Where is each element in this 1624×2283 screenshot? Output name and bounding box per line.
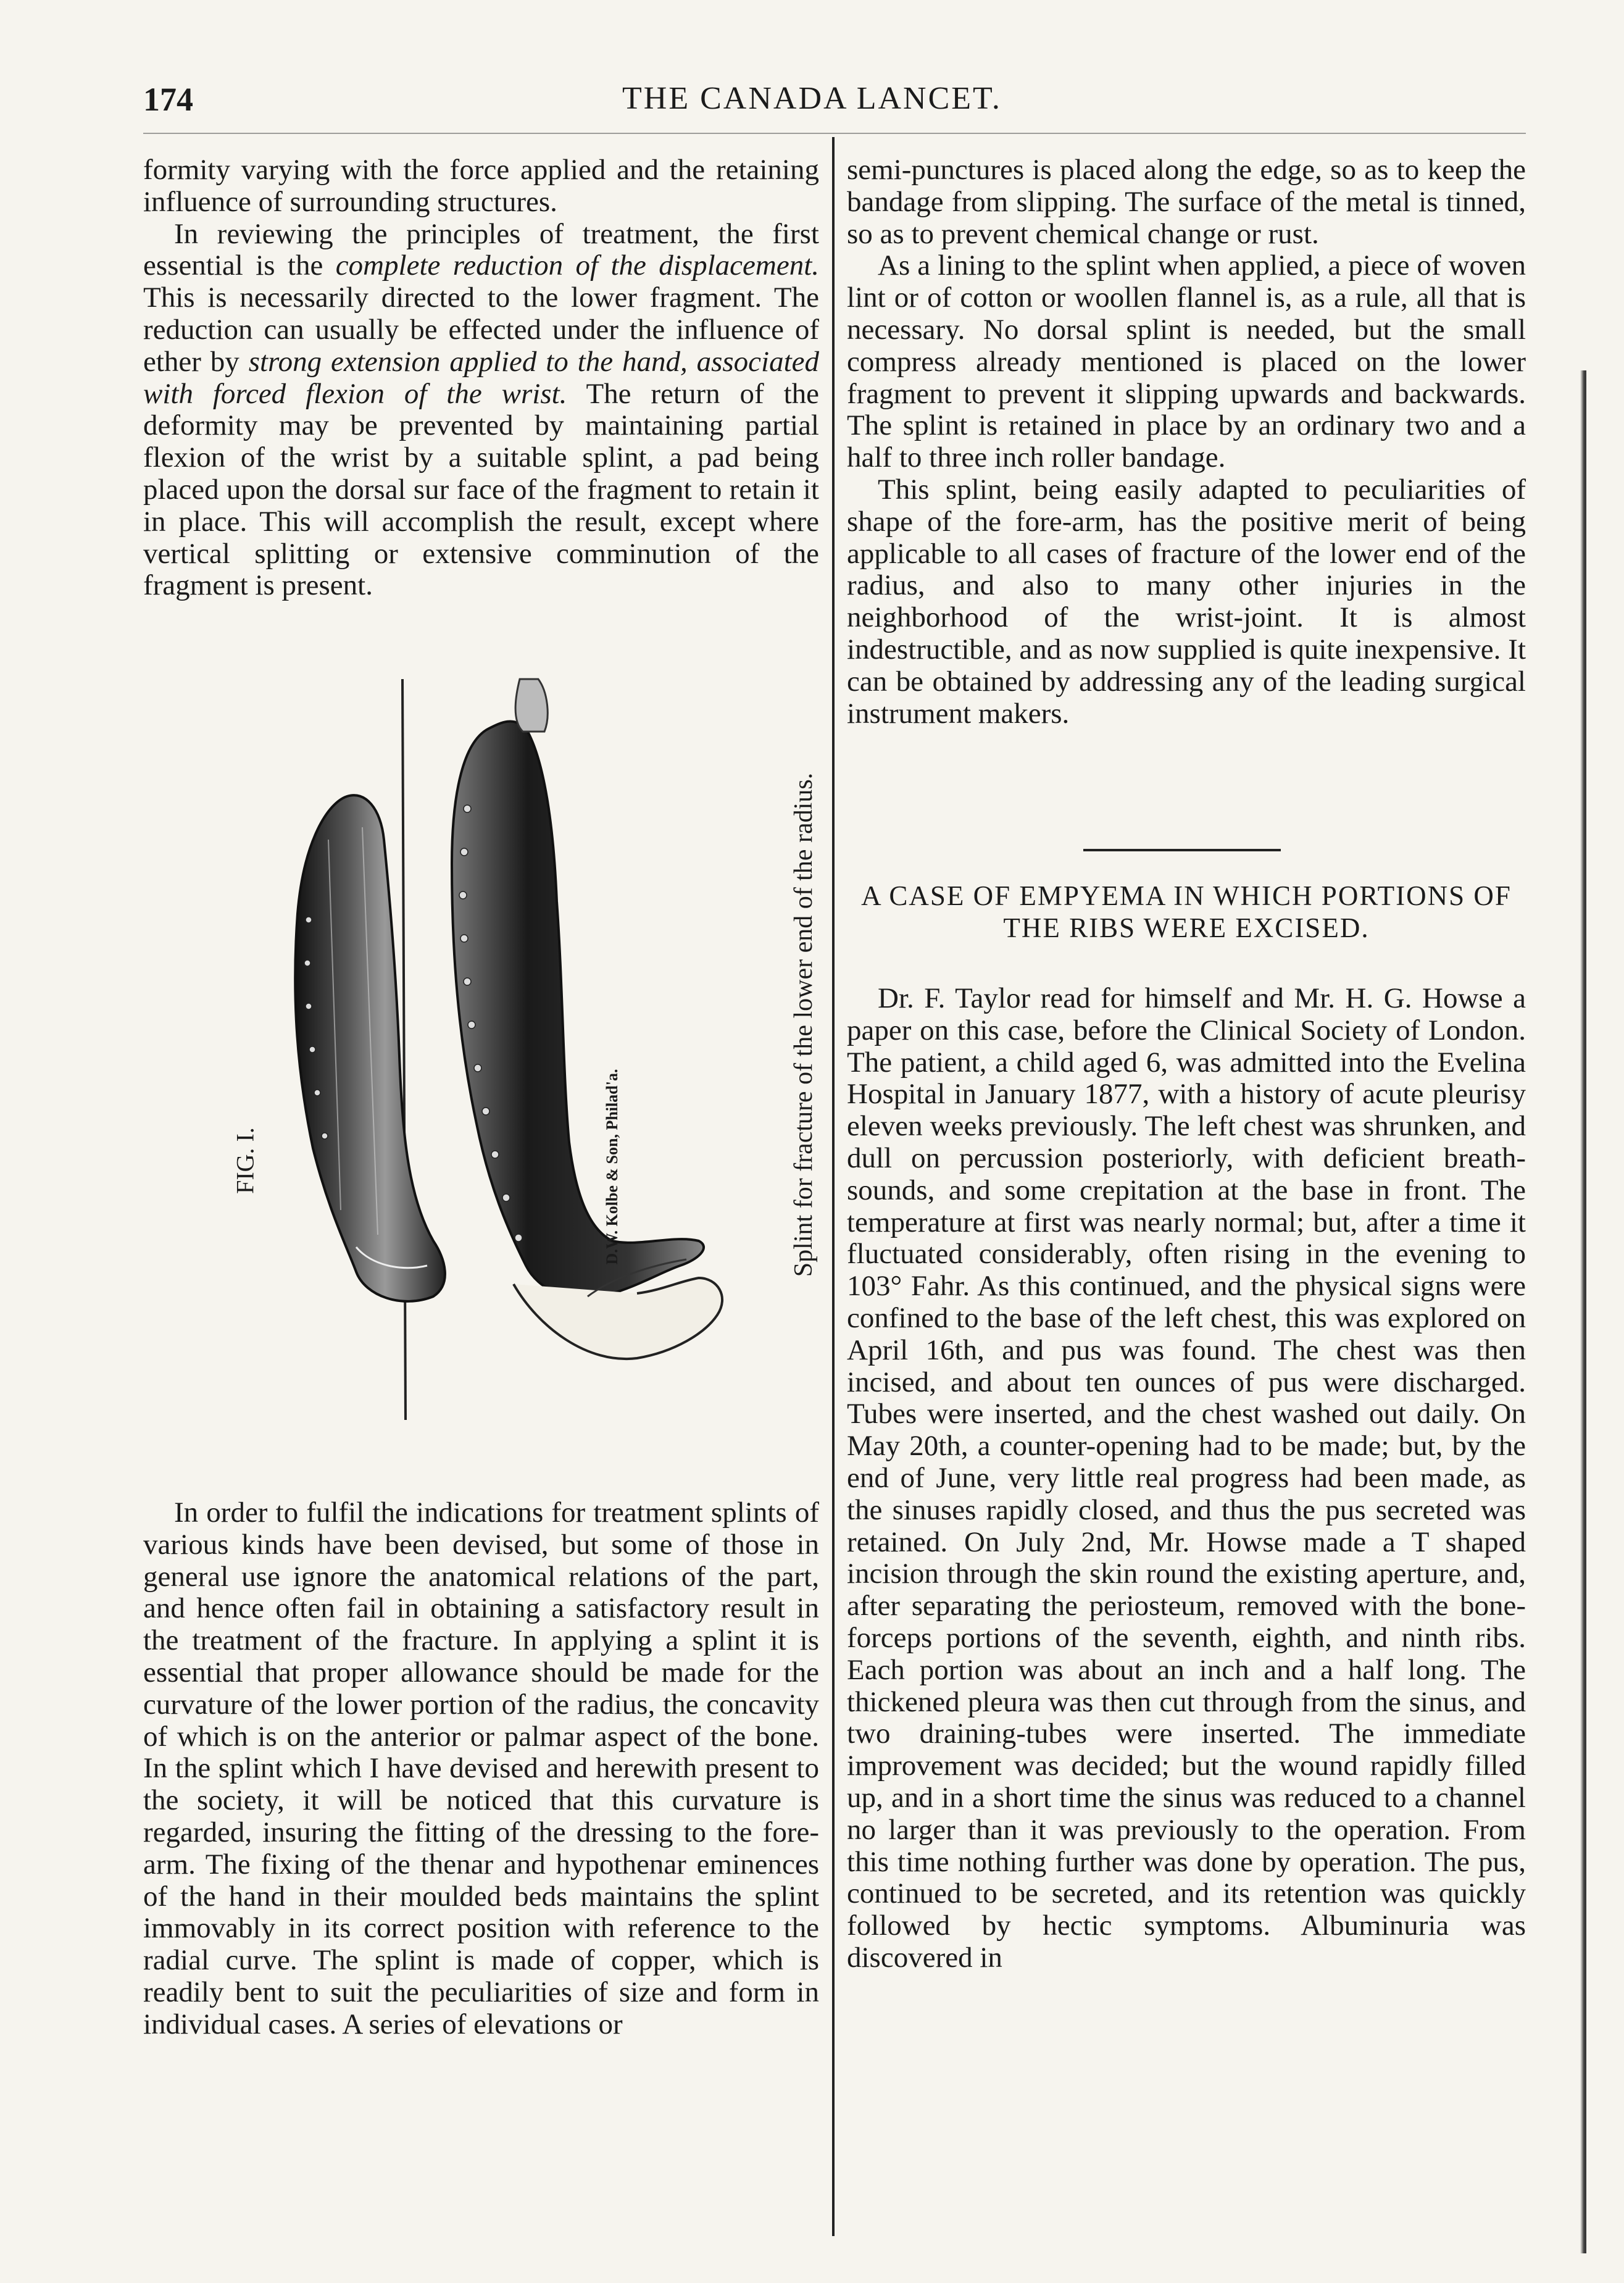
paragraph: Dr. F. Taylor read for himself and Mr. H. G. Howse a paper on this case, before the Clinical Society of London. The patient, a child aged 6, was admitted into the Evelina Hospital in January 1877, with a history of acute pleurisy eleven weeks previously. The left chest was shrunken, and dull on percussion posteriorly, with deficient breath-sounds, and some crepitation at the base in front. The temperature at first was nearly normal; but, after a time it fluctuated considerably, often rising in the evening to 103° Fahr. As this continued, and the physical signs were confined to the base of the left chest, this was explored on April 16th, and pus was found. The chest was then incised, and about ten ounces of pus were discharged. Tubes were inserted, and the chest washed out daily. On May 20th, a counter-opening had to be made; but, by the end of June, very little real progress had been made, as the sinuses rapidly closed, and thus the pus secreted was retained. On July 2nd, Mr. Howse made a T shaped incision through the skin round the existing aperture, and, after separating the periosteum, removed with the bone-forceps portions of the seventh, eighth, and ninth ribs. Each portion was about an inch and a half long. The thickened pleura was then cut through from the sinus, and two draining-tubes were inserted. The immediate improvement was decided; but the wound rapidly filled up, and in a short time the sinus was reduced to a channel no larger than it was previously to the operation. From this time nothing further was done by operation. The pus, continued to be secreted, and its retention was quickly followed by hectic symptoms. Albuminuria was discovered in bbox=[847, 982, 1526, 1974]
section-title: A CASE OF EMPYEMA IN WHICH PORTIONS OF THE RIBS WERE EXCISED. bbox=[861, 880, 1512, 943]
emphasis-text: complete reduction of the displacement. bbox=[335, 249, 820, 282]
paragraph: formity varying with the force applied and the retaining influence of surrounding structures. bbox=[143, 154, 819, 218]
running-title: THE CANADA LANCET. bbox=[622, 81, 1002, 116]
column-divider bbox=[832, 137, 835, 2236]
paragraph: semi-punctures is placed along the edge, so as to keep the bandage from slipping. The surface of the metal is tinned, so as to prevent chemical change or rust. bbox=[847, 154, 1526, 250]
header-rule bbox=[143, 133, 1526, 134]
figure-caption: Splint for fracture of the lower end of the radius. bbox=[789, 772, 818, 1277]
paragraph bbox=[143, 219, 819, 603]
left-column-top bbox=[143, 154, 819, 602]
splint-illustration bbox=[143, 654, 822, 1475]
page-number: 174 bbox=[143, 81, 193, 118]
text-run: In reviewing the principles of treatment, the first essential is the bbox=[143, 217, 819, 282]
paragraph: This splint, being easily adapted to peculiarities of shape of the fore-arm, has the positive merit of being applicable to all cases of fracture of the lower end of the radius, and also to many other injuries in the neighborhood of the wrist-joint. It is almost indestructible, and as now supplied is quite inexpensive. It can be obtained by addressing any of the leading surgical instrument makers. bbox=[847, 473, 1526, 730]
section-rule bbox=[1083, 849, 1281, 851]
right-column-bottom bbox=[847, 983, 1526, 1974]
splint-figure bbox=[143, 654, 822, 1475]
left-column-bottom bbox=[143, 1497, 819, 2041]
text-run: The return of the deformity may be prevented by maintaining partial flexion of the wrist by a suitable splint, a pad being placed upon the dorsal sur face of the fragment to retain it in place. This will accomplish the result, except where vertical splitting or extensive comminution of the fragment is present. bbox=[143, 377, 819, 602]
right-column-top bbox=[847, 154, 1526, 730]
engraver-credit: D.W. Kolbe & Son, Philad'a. bbox=[603, 1069, 621, 1265]
emphasis-text: strong extension applied to the hand, associated with forced flexion of the wrist. bbox=[143, 345, 819, 410]
page-header bbox=[0, 80, 1624, 130]
paragraph: In order to fulfil the indications for treatment splints of various kinds have been devised, but some of those in general use ignore the anatomical relations of the part, and hence often fail in obtaining a satisfactory result in the treatment of the fracture. In applying a splint it is essential that proper allowance should be made for the curvature of the lower portion of the radius, the concavity of which is on the anterior or palmar aspect of the bone. In the splint which I have devised and herewith present to the society, it will be noticed that this curvature is regarded, insuring the fitting of the dressing to the fore-arm. The fixing of the thenar and hypothenar eminences of the hand in their moulded beds maintains the splint immovably in its correct position with reference to the radial curve. The splint is made of copper, which is readily bent to suit the peculiarities of size and form in individual cases. A series of elevations or bbox=[143, 1496, 819, 2040]
page-edge-shadow bbox=[1580, 370, 1586, 2253]
text-run: This is necessarily directed to the lower fragment. The reduction can usually be effected under the influence of ether by bbox=[143, 282, 819, 378]
figure-label: FIG. I. bbox=[231, 1127, 259, 1194]
paragraph: As a lining to the splint when applied, a piece of woven lint or of cotton or woollen flannel is, as a rule, all that is necessary. No dorsal splint is needed, but the small compress already mentioned is placed on the lower fragment to prevent it slipping upwards and backwards. The splint is retained in place by an ordinary two and a half to three inch roller bandage. bbox=[847, 249, 1526, 474]
